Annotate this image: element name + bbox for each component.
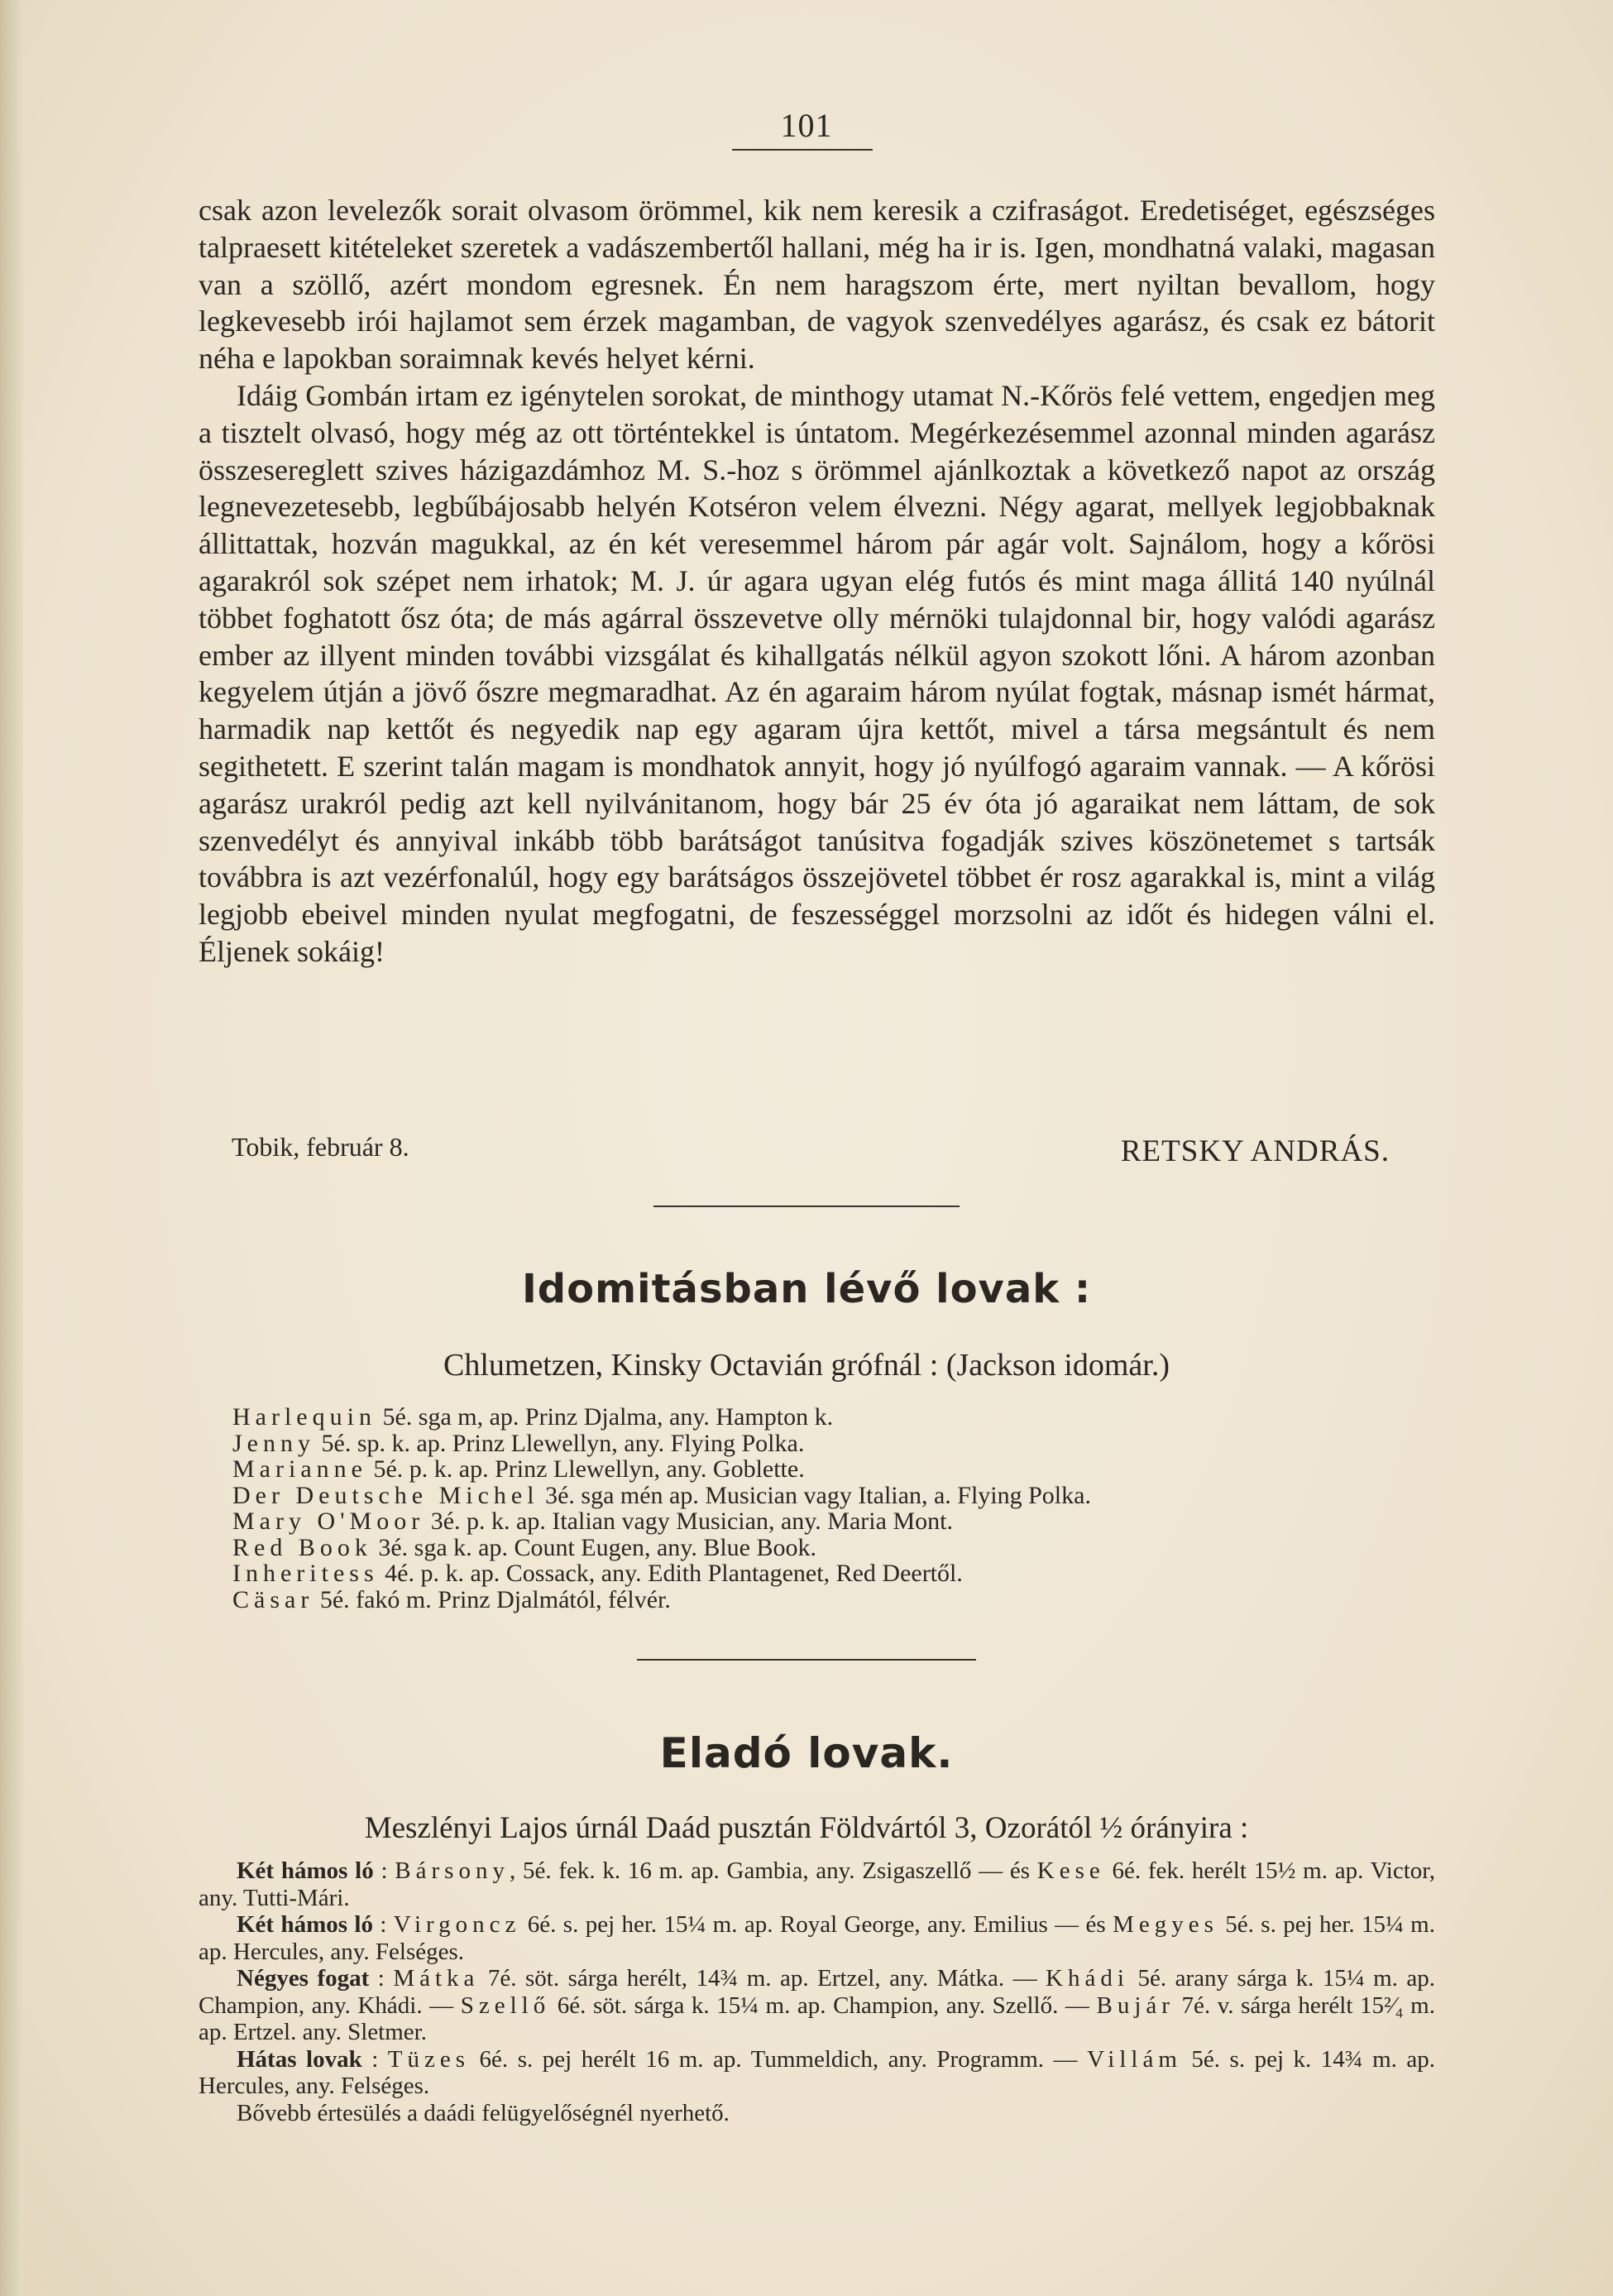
training-title: Idomitásban lévő lovak : (521, 1266, 1092, 1312)
training-entry (232, 1404, 1440, 1431)
horse-name: Jenny (232, 1429, 315, 1457)
training-entry (232, 1483, 1440, 1509)
horse-name: Khádi (1046, 1965, 1129, 1992)
sale-item-text: : (373, 1857, 395, 1884)
training-entry (232, 1560, 1440, 1587)
horse-name: Tüzes (387, 2045, 471, 2073)
letter-paragraph-2: Idáig Gombán irtam ez igénytelen sorokat, de minthogy utamat N.-Kőrös felé vettem, engedjen meg a tisztelt olvasó, hogy még az ott történtekkel is úntatom. Megérkezésemmel azonnal minden agarász összesereglett szives házigazdámhoz M. S.-hoz s örömmel ajánlkoztak a következő napot az ország legnevezetesebb, legbűbájosabb helyén Kotséron velem élvezni. Négy agarat, mellyek legjobbaknak állittattak, hozván magukkal, az én két veresemmel három pár agár volt. Sajnálom, hogy a kőrösi agarakról sok szépet nem irhatok; M. J. úr agara ugyan elég futós és mint maga állitá 140 nyúlnál többet foghatott ősz óta; de más agárral összevetve olly mérnöki tulajdonnal bir, hogy valódi agarász ember az illyent minden további vizsgálat és kihallgatás nélkül agyon szokott lőni. A három azonban kegyelem útján a jövő őszre megmaradhat. Az én agaraim három nyúlat fogtak, másnap ismét hármat, harmadik nap kettőt és negyedik nap egy agaram újra kettőt, mivel a társa megsántult és nem segithetett. E szerint talán magam is mondhatok annyit, hogy jó nyúlfogó agaraim vannak. — A kőrösi agarász urakról pedig azt kell nyilvánitanom, hogy bár 25 év óta jó agaraikat nem láttam, de sok szenvedélyt és annyival inkább több barátságot tanúsitva fogadják szives köszönetemet s tartsák továbbra is azt vezérfonalúl, hogy egy barátságos összejövetel többet ér rosz agarakkal is, mint a világ legjobb ebeivel minden nyulat megfogatni, de feszességgel morzsolni az időt és hidegen válni el. Éljenek sokáig! (199, 378, 1435, 968)
horse-name: Villám (1087, 2045, 1182, 2073)
horse-description: 5é. fakó m. Prinz Djalmától, félvér. (314, 1585, 671, 1613)
sale-item (199, 1911, 1435, 1965)
training-entry (232, 1587, 1440, 1613)
sale-item-text: , 5é. fek. k. 16 m. ap. Gambia, any. Zsigaszellő — és (509, 1857, 1037, 1884)
sale-item (199, 1857, 1435, 1911)
sale-item-text: 5é. arany sárga k. 15¼ m. ap. Champion, any. Khádi. — (199, 1965, 1435, 2019)
letter-paragraph-1: csak azon levelezők sorait olvasom örömmel, kik nem keresik a czifraságot. Eredetiséget, egészséges talpraesett kitételeket szeretek a vadászembertől hallani, még ha ir is. Igen, mondhatná valaki, magasan van a szöllő, azért mondom egresnek. Én nem haragszom érte, mert nyiltan bevallom, hogy legkevesebb irói hajlamot sem érzek magamban, de vagyok szenvedélyes agarász, és csak ez bátorit néha e lapokban soraimnak kevés helyet kérni. (199, 194, 1435, 376)
training-list (232, 1404, 1440, 1613)
sale-item-text: 7é. söt. sárga herélt, 14¾ m. ap. Ertzel, any. Mátka. — (479, 1965, 1046, 1992)
horse-description: 5é. sga m, ap. Prinz Djalma, any. Hampton k. (376, 1403, 834, 1431)
section-divider-2 (637, 1659, 976, 1661)
horse-name: Megyes (1113, 1911, 1218, 1938)
sale-item (199, 1965, 1435, 2046)
letter-signature-line (232, 1132, 1390, 1173)
sale-item-lead: Két hámos ló (237, 1911, 373, 1938)
sale-item-text: 6é. fek. herélt 15½ m. ap. Victor, any. Tutti-Mári. (199, 1857, 1435, 1911)
sale-item (199, 2046, 1435, 2100)
horse-name: Cäsar (232, 1585, 314, 1613)
horse-description: 3é. sga mén ap. Musician vagy Italian, a. Flying Polka. (538, 1481, 1091, 1509)
sale-item-text: 7é. v. sárga herélt 15²⁄₄ m. ap. Ertzel. any. Sletmer. (199, 1992, 1435, 2045)
horse-description: 4é. p. k. ap. Cossack, any. Edith Plantagenet, Red Deertől. (378, 1560, 963, 1587)
horse-name: Red Book (232, 1533, 372, 1561)
horse-description: 5é. p. k. ap. Prinz Llewellyn, any. Goblette. (366, 1455, 805, 1483)
training-entry (232, 1456, 1440, 1483)
horse-name: Kese (1036, 1857, 1105, 1884)
sale-item-lead: Két hámos ló (237, 1857, 374, 1884)
sale-footer: Bővebb értesülés a daádi felügyelőségnél nyerhető. (237, 2099, 730, 2126)
sale-subtitle: Meszlényi Lajos úrnál Daád pusztán Földvártól 3, Ozorától ½ órányira : (364, 1811, 1249, 1845)
page-number-rule (732, 149, 873, 151)
letter-body (199, 192, 1435, 971)
sale-item-text: : (361, 2045, 388, 2073)
sale-item-text: 6é. s. pej her. 15¼ m. ap. Royal George, any. Emilius — és (520, 1911, 1113, 1938)
sale-item-text: : (369, 1965, 394, 1992)
sale-list (199, 1857, 1435, 2126)
horse-description: 5é. sp. k. ap. Prinz Llewellyn, any. Flying Polka. (315, 1429, 805, 1457)
sale-item-text: 5é. s. pej k. 14¾ m. ap. Hercules, any. Felséges. (199, 2045, 1436, 2099)
horse-name: Der Deutsche Michel (232, 1481, 539, 1509)
training-entry (232, 1535, 1440, 1561)
horse-name: Mátka (393, 1965, 480, 1992)
horse-name: Szellő (460, 1992, 551, 2019)
horse-name: Mary O'Moor (232, 1507, 425, 1535)
training-entry (232, 1508, 1440, 1535)
sale-item-text: 6é. söt. sárga k. 15¼ m. ap. Champion, any. Szellő. — (550, 1992, 1097, 2019)
horse-name: Bársony (395, 1857, 510, 1884)
sale-title: Eladó lovak. (659, 1729, 954, 1777)
horse-description: 3é. p. k. ap. Italian vagy Musician, any. Maria Mont. (424, 1507, 953, 1535)
sale-item-text: 5é. s. pej her. 15¼ m. ap. Hercules, any. Felséges. (199, 1911, 1435, 1965)
page-number: 101 (780, 107, 833, 144)
training-subtitle: Chlumetzen, Kinsky Octavián grófnál : (Jackson idomár.) (443, 1348, 1170, 1383)
sale-item-text: : (372, 1911, 394, 1938)
sale-item-text: 6é. s. pej herélt 16 m. ap. Tummeldich, any. Programm. — (470, 2045, 1088, 2073)
binding-shadow (0, 0, 23, 2296)
horse-name: Bujár (1096, 1992, 1175, 2019)
horse-name: Marianne (232, 1455, 367, 1483)
sale-item-lead: Négyes fogat (237, 1965, 370, 1992)
training-entry (232, 1431, 1440, 1457)
author-signature: RETSKY ANDRÁS. (1120, 1134, 1390, 1168)
horse-name: Harlequin (232, 1403, 376, 1431)
place-date: Tobik, február 8. (232, 1132, 409, 1162)
horse-description: 3é. sga k. ap. Count Eugen, any. Blue Book. (371, 1533, 816, 1561)
horse-name: Virgoncz (393, 1911, 521, 1938)
sale-item-lead: Hátas lovak (237, 2045, 362, 2073)
section-divider-1 (653, 1206, 960, 1207)
horse-name: Inheritess (232, 1560, 379, 1587)
